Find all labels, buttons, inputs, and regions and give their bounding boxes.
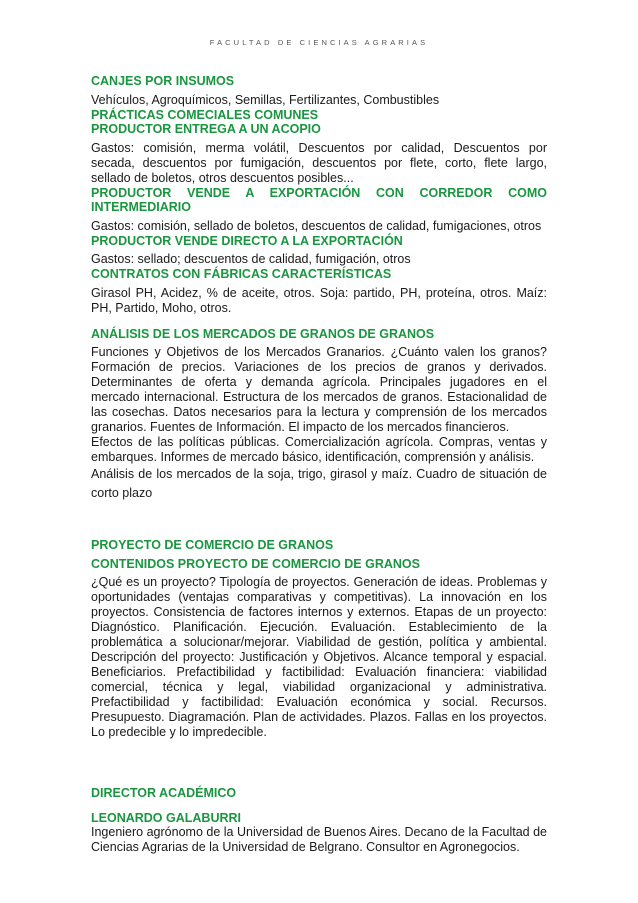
heading-proyecto: PROYECTO DE COMERCIO DE GRANOS [91,538,334,552]
paragraph-venta-directa: Gastos: sellado; descuentos de calidad, fumigación, otros [91,252,411,266]
paragraph-canjes: Vehículos, Agroquímicos, Semillas, Fertilizantes, Combustibles [91,92,440,107]
heading-intermediario: INTERMEDIARIO [91,200,191,214]
document-body [91,74,547,855]
heading-exportacion-corredor: PRODUCTOR VENDE A EXPORTACIÓN CON CORREDOR COMO [91,185,547,200]
heading-acopio: PRODUCTOR ENTREGA A UN ACOPIO [91,122,321,136]
heading-canjes: CANJES POR INSUMOS [91,74,235,88]
heading-director: DIRECTOR ACADÉMICO [91,786,237,800]
heading-contenidos-proyecto: CONTENIDOS PROYECTO DE COMERCIO DE GRANOS [91,556,420,571]
heading-analisis-mercados: ANÁLISIS DE LOS MERCADOS DE GRANOS DE GRANOS [91,326,435,341]
paragraph-analisis-1: Funciones y Objetivos de los Mercados Granarios. ¿Cuánto valen los granos? Formación de precios. Variaciones de los precios de granos y derivados. Determinantes de oferta y demanda agrícola. Principales jugadores en el mercado internacional. Estructura de los mercados de granos. Estacionalidad de las cosechas. Datos necesarios para la lectura y comprensión de los mercados granarios. Fuentes de Información. El impacto de los mercados financieros. [91,345,547,434]
paragraph-acopio: Gastos: comisión, merma volátil, Descuentos por calidad, Descuentos por secada, descuentos por fumigación, descuentos por flete, corto, flete largo, sellado de boletos, otros descuentos posibles... [91,140,547,185]
heading-practicas: PRÁCTICAS COMECIALES COMUNES [91,107,319,122]
page-header: FACULTAD DE CIENCIAS AGRARIAS [209,38,429,47]
paragraph-analisis-3: Análisis de los mercados de la soja, trigo, girasol y maíz. Cuadro de situación de corto plazo [91,467,547,500]
heading-contratos: CONTRATOS CON FÁBRICAS CARACTERÍSTICAS [91,267,392,281]
paragraph-exportacion-corredor: Gastos: comisión, sellado de boletos, descuentos de calidad, fumigaciones, otros [91,218,542,233]
paragraph-contratos: Girasol PH, Acidez, % de aceite, otros. Soja: partido, PH, proteína, otros. Maíz: PH, Partido, Moho, otros. [91,285,547,315]
paragraph-analisis-2: Efectos de las políticas públicas. Comercialización agrícola. Compras, ventas y embarques. Informes de mercado básico, identificación, comprensión y análisis. [91,435,547,464]
paragraph-proyecto: ¿Qué es un proyecto? Tipología de proyectos. Generación de ideas. Problemas y oportunidades (ventajas comparativas y competitivas). La innovación en los proyectos. Consistencia de factores internos y externos. Etapas de un proyecto: Diagnóstico. Planificación. Ejecución. Evaluación. Establecimiento de la problemática a solucionar/mejorar. Viabilidad de gestión, política y ambiental. Descripción del proyecto: Justificación y Objetivos. Alcance temporal y espacial. Beneficiarios. Prefactibilidad y factibilidad: Evaluación financiera: viabilidad comercial, técnica y legal, viabilidad organizacional y administrativa. Prefactibilidad y factibilidad: Evaluación económica y social. Recursos. Presupuesto. Diagramación. Plan de actividades. Plazos. Fallas en los proyectos. Lo predecible y lo impredecible. [91,575,547,739]
director-name: LEONARDO GALABURRI [91,810,241,825]
heading-venta-directa: PRODUCTOR VENDE DIRECTO A LA EXPORTACIÓN [91,233,403,248]
paragraph-director: Ingeniero agrónomo de la Universidad de Buenos Aires. Decano de la Facultad de Ciencias Agrarias de la Universidad de Belgrano. Consultor en Agronegocios. [91,825,547,854]
